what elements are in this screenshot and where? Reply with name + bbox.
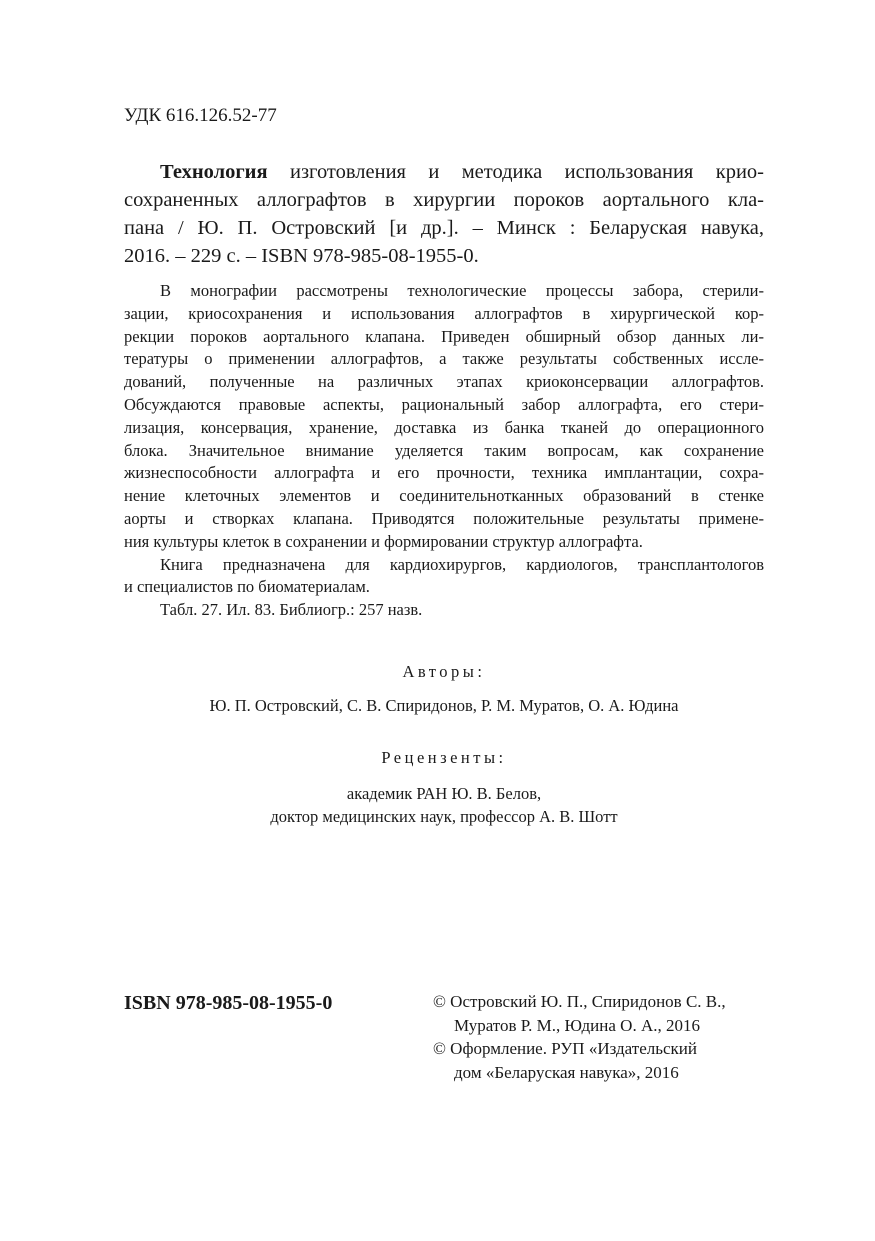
biblio-title-bold: Технология — [160, 161, 268, 183]
reviewer-2: доктор медицинских наук, профессор А. В. Шотт — [270, 807, 618, 826]
abstract-line: лизация, консервация, хранение, доставка из банка тканей до операционного — [124, 417, 764, 437]
biblio-line-3: пана / Ю. П. Островский [и др.]. – Минск : Беларуская навука, — [124, 217, 764, 239]
reviewers-heading-text: Рецензенты: — [381, 748, 507, 767]
audience-line-2: и специалистов по биоматериалам. — [124, 577, 370, 597]
copyright-line-1: © Островский Ю. П., Спиридонов С. В., — [433, 992, 726, 1011]
biblio-line-1 — [124, 158, 764, 186]
audience-line-1: Книга предназначена для кардиохирургов, кардиологов, трансплантологов — [160, 554, 764, 574]
biblio-line-2: сохраненных аллографтов в хирургии пороков аортального кла- — [124, 189, 764, 211]
authors-heading — [124, 660, 764, 683]
reviewers-heading — [124, 746, 764, 769]
abstract-line: дований, полученные на различных этапах криоконсервации аллографтов. — [124, 372, 764, 392]
abstract-line: тературы о применении аллографтов, а также результаты собственных иссле- — [124, 349, 764, 369]
abstract-line: Обсуждаются правовые аспекты, рациональный забор аллографта, его стери- — [124, 394, 764, 414]
authors-names: Ю. П. Островский, С. В. Спиридонов, Р. М. Муратов, О. А. Юдина — [209, 696, 679, 715]
abstract-line: ния культуры клеток в сохранении и формировании структур аллографта. — [124, 531, 643, 551]
abstract-line: рекции пороков аортального клапана. Приведен обширный обзор данных ли- — [124, 326, 764, 346]
abstract-line: нение клеточных элементов и соединительнотканных образований в стенке — [124, 486, 764, 506]
abstract-line: жизнеспособности аллографта и его прочности, техника имплантации, сохра- — [124, 463, 764, 483]
isbn: ISBN 978-985-08-1955-0 — [124, 992, 333, 1014]
abstract-line: В монографии рассмотрены технологические процессы забора, стерили- — [160, 281, 764, 300]
stats-line: Табл. 27. Ил. 83. Библиогр.: 257 назв. — [160, 600, 423, 620]
abstract — [124, 280, 764, 622]
copyright-line-3: © Оформление. РУП «Издательский — [433, 1039, 697, 1058]
copyright-block — [433, 990, 773, 1084]
biblio-line-1-rest: изготовления и методика использования крио- — [267, 161, 764, 183]
udk-code: УДК 616.126.52-77 — [124, 105, 277, 126]
copyright-line-2: Муратов Р. М., Юдина О. А., 2016 — [454, 1015, 700, 1035]
authors-heading-text: Авторы: — [402, 662, 486, 681]
bibliographic-description — [124, 158, 764, 270]
abstract-line: блока. Значительное внимание уделяется таким вопросам, как сохранение — [124, 440, 764, 460]
copyright-line-4: дом «Беларуская навука», 2016 — [454, 1062, 679, 1082]
abstract-line: аорты и створках клапана. Приводятся положительные результаты примене- — [124, 508, 764, 528]
abstract-line: зации, криосохранения и использования аллографтов в хирургической кор- — [124, 303, 764, 323]
reviewer-1: академик РАН Ю. В. Белов, — [346, 784, 542, 803]
biblio-line-4: 2016. – 229 с. – ISBN 978-985-08-1955-0. — [124, 245, 479, 267]
